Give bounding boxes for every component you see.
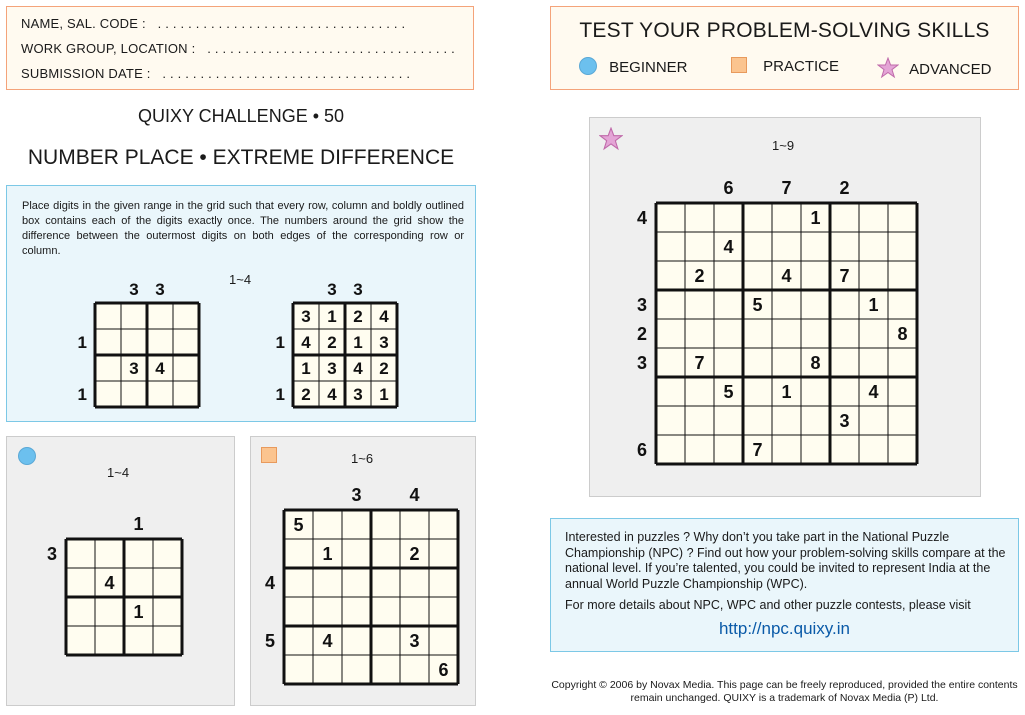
practice-panel	[250, 436, 476, 706]
cell-digit: 3	[379, 333, 389, 353]
submission-date-label: SUBMISSION DATE :	[21, 66, 151, 81]
legend-advanced	[877, 57, 991, 79]
instructions-text: Place digits in the given range in the grid such that every row, column and boldly outlined box contains each of the digits exactly once. The numbers around the grid show the difference between the outermost digits on both edges of the corresponding row or column.	[22, 200, 464, 257]
beginner-puzzle-grid[interactable]	[7, 437, 236, 707]
cell-digit: 3	[327, 359, 337, 379]
cell-digit: 1	[810, 207, 821, 228]
left-clue: 1	[275, 385, 285, 405]
grid-background	[656, 203, 917, 464]
top-clue: 1	[133, 514, 144, 534]
instructions-panel	[6, 185, 476, 422]
npc-details-line: For more details about NPC, WPC and other puzzle contests, please visit	[565, 598, 971, 612]
cell-digit: 1	[133, 601, 144, 622]
skills-legend	[550, 6, 1019, 90]
cell-digit: 3	[839, 410, 850, 431]
cell-digit: 3	[129, 359, 139, 379]
left-clue: 4	[636, 207, 647, 228]
cell-digit: 3	[409, 630, 420, 651]
submission-date-dots: . . . . . . . . . . . . . . . . . . . . . . . . . . . . . . . . .	[162, 66, 411, 81]
work-group-label: WORK GROUP, LOCATION :	[21, 41, 196, 56]
npc-info-paragraph: Interested in puzzles ? Why don’t you take part in the National Puzzle Championship (NPC) ? Find out how your problem-solving skills compare at the national level. If you’re talented, you could be invited to represent India at the annual World Puzzle Championship (WPC).	[565, 530, 1006, 591]
cell-digit: 8	[897, 323, 908, 344]
top-clue: 3	[327, 280, 337, 299]
name-label: NAME, SAL. CODE :	[21, 16, 146, 31]
beginner-circle-icon	[579, 57, 597, 75]
npc-url-link[interactable]: http://npc.quixy.in	[718, 619, 851, 638]
cell-digit: 5	[293, 514, 304, 535]
challenge-title: NUMBER PLACE • EXTREME DIFFERENCE	[27, 146, 455, 169]
top-clue: 2	[839, 178, 850, 198]
cell-digit: 7	[694, 352, 705, 373]
cell-digit: 2	[409, 543, 420, 564]
cell-digit: 3	[301, 307, 311, 327]
cell-digit: 6	[438, 659, 449, 680]
challenge-number: QUIXY CHALLENGE • 50	[137, 106, 345, 126]
cell-digit: 2	[353, 307, 363, 327]
cell-digit: 1	[301, 359, 311, 379]
left-clue: 1	[275, 333, 285, 353]
cell-digit: 7	[839, 265, 850, 286]
beginner-range: 1~4	[107, 465, 130, 480]
cell-digit: 8	[810, 352, 821, 373]
cell-digit: 7	[752, 439, 763, 460]
legend-practice	[731, 57, 839, 75]
left-clue: 2	[636, 323, 647, 344]
name-dots: . . . . . . . . . . . . . . . . . . . . . . . . . . . . . . . . .	[157, 16, 406, 31]
cell-digit: 4	[723, 236, 734, 257]
example-puzzle-grid	[7, 186, 477, 423]
left-clue: 3	[46, 543, 57, 564]
practice-range: 1~6	[351, 451, 374, 466]
cell-digit: 2	[379, 359, 389, 379]
work-group-dots: . . . . . . . . . . . . . . . . . . . . . . . . . . . . . . . . .	[207, 41, 455, 56]
left-clue: 3	[636, 352, 647, 373]
advanced-puzzle-grid[interactable]	[590, 118, 982, 498]
name-field-row[interactable]	[21, 16, 405, 31]
top-clue: 7	[781, 178, 792, 198]
cell-digit: 1	[353, 333, 363, 353]
cell-digit: 3	[353, 385, 363, 405]
cell-digit: 1	[322, 543, 333, 564]
advanced-star-icon	[877, 57, 899, 79]
top-clue: 3	[351, 485, 362, 505]
legend-practice-label: PRACTICE	[763, 58, 840, 75]
left-clue: 5	[264, 630, 275, 651]
beginner-panel	[6, 436, 235, 706]
cell-digit: 4	[155, 359, 165, 379]
left-clue: 4	[264, 572, 275, 593]
top-clue: 3	[129, 280, 139, 299]
npc-info-text	[565, 530, 1010, 614]
top-clue: 3	[155, 280, 165, 299]
practice-puzzle-grid[interactable]	[251, 437, 477, 707]
cell-digit: 4	[353, 359, 363, 379]
cell-digit: 4	[868, 381, 879, 402]
left-clue: 6	[636, 439, 647, 460]
cell-digit: 5	[752, 294, 763, 315]
legend-beginner	[579, 57, 688, 76]
cell-digit: 4	[379, 307, 389, 327]
example-range: 1~4	[229, 272, 252, 287]
top-clue: 3	[353, 280, 363, 299]
cell-digit: 4	[104, 572, 115, 593]
copyright-notice: Copyright © 2006 by Novax Media. This page can be freely reproduced, provided the entire contents remain unchanged. QUIXY is a trademark of Novax Media (P) Ltd.	[551, 679, 1018, 704]
cell-digit: 1	[868, 294, 879, 315]
cell-digit: 1	[327, 307, 337, 327]
npc-info-box	[550, 518, 1019, 652]
legend-beginner-label: BEGINNER	[609, 59, 688, 76]
cell-digit: 4	[322, 630, 333, 651]
submission-date-field-row[interactable]	[21, 66, 410, 81]
advanced-panel	[589, 117, 981, 497]
submission-form	[6, 6, 474, 90]
legend-advanced-label: ADVANCED	[909, 61, 992, 78]
top-clue: 6	[723, 178, 734, 198]
left-clue: 1	[77, 333, 87, 353]
advanced-range: 1~9	[772, 138, 795, 153]
skills-title: TEST YOUR PROBLEM-SOLVING SKILLS	[579, 19, 990, 42]
cell-digit: 1	[379, 385, 389, 405]
cell-digit: 2	[301, 385, 311, 405]
cell-digit: 4	[327, 385, 337, 405]
practice-square-icon	[731, 57, 747, 73]
cell-digit: 2	[694, 265, 705, 286]
top-clue: 4	[409, 485, 420, 505]
left-clue: 1	[77, 385, 87, 405]
cell-digit: 4	[301, 333, 311, 353]
cell-digit: 1	[781, 381, 792, 402]
cell-digit: 4	[781, 265, 792, 286]
cell-digit: 2	[327, 333, 337, 353]
work-group-field-row[interactable]	[21, 41, 455, 56]
cell-digit: 5	[723, 381, 734, 402]
left-clue: 3	[636, 294, 647, 315]
